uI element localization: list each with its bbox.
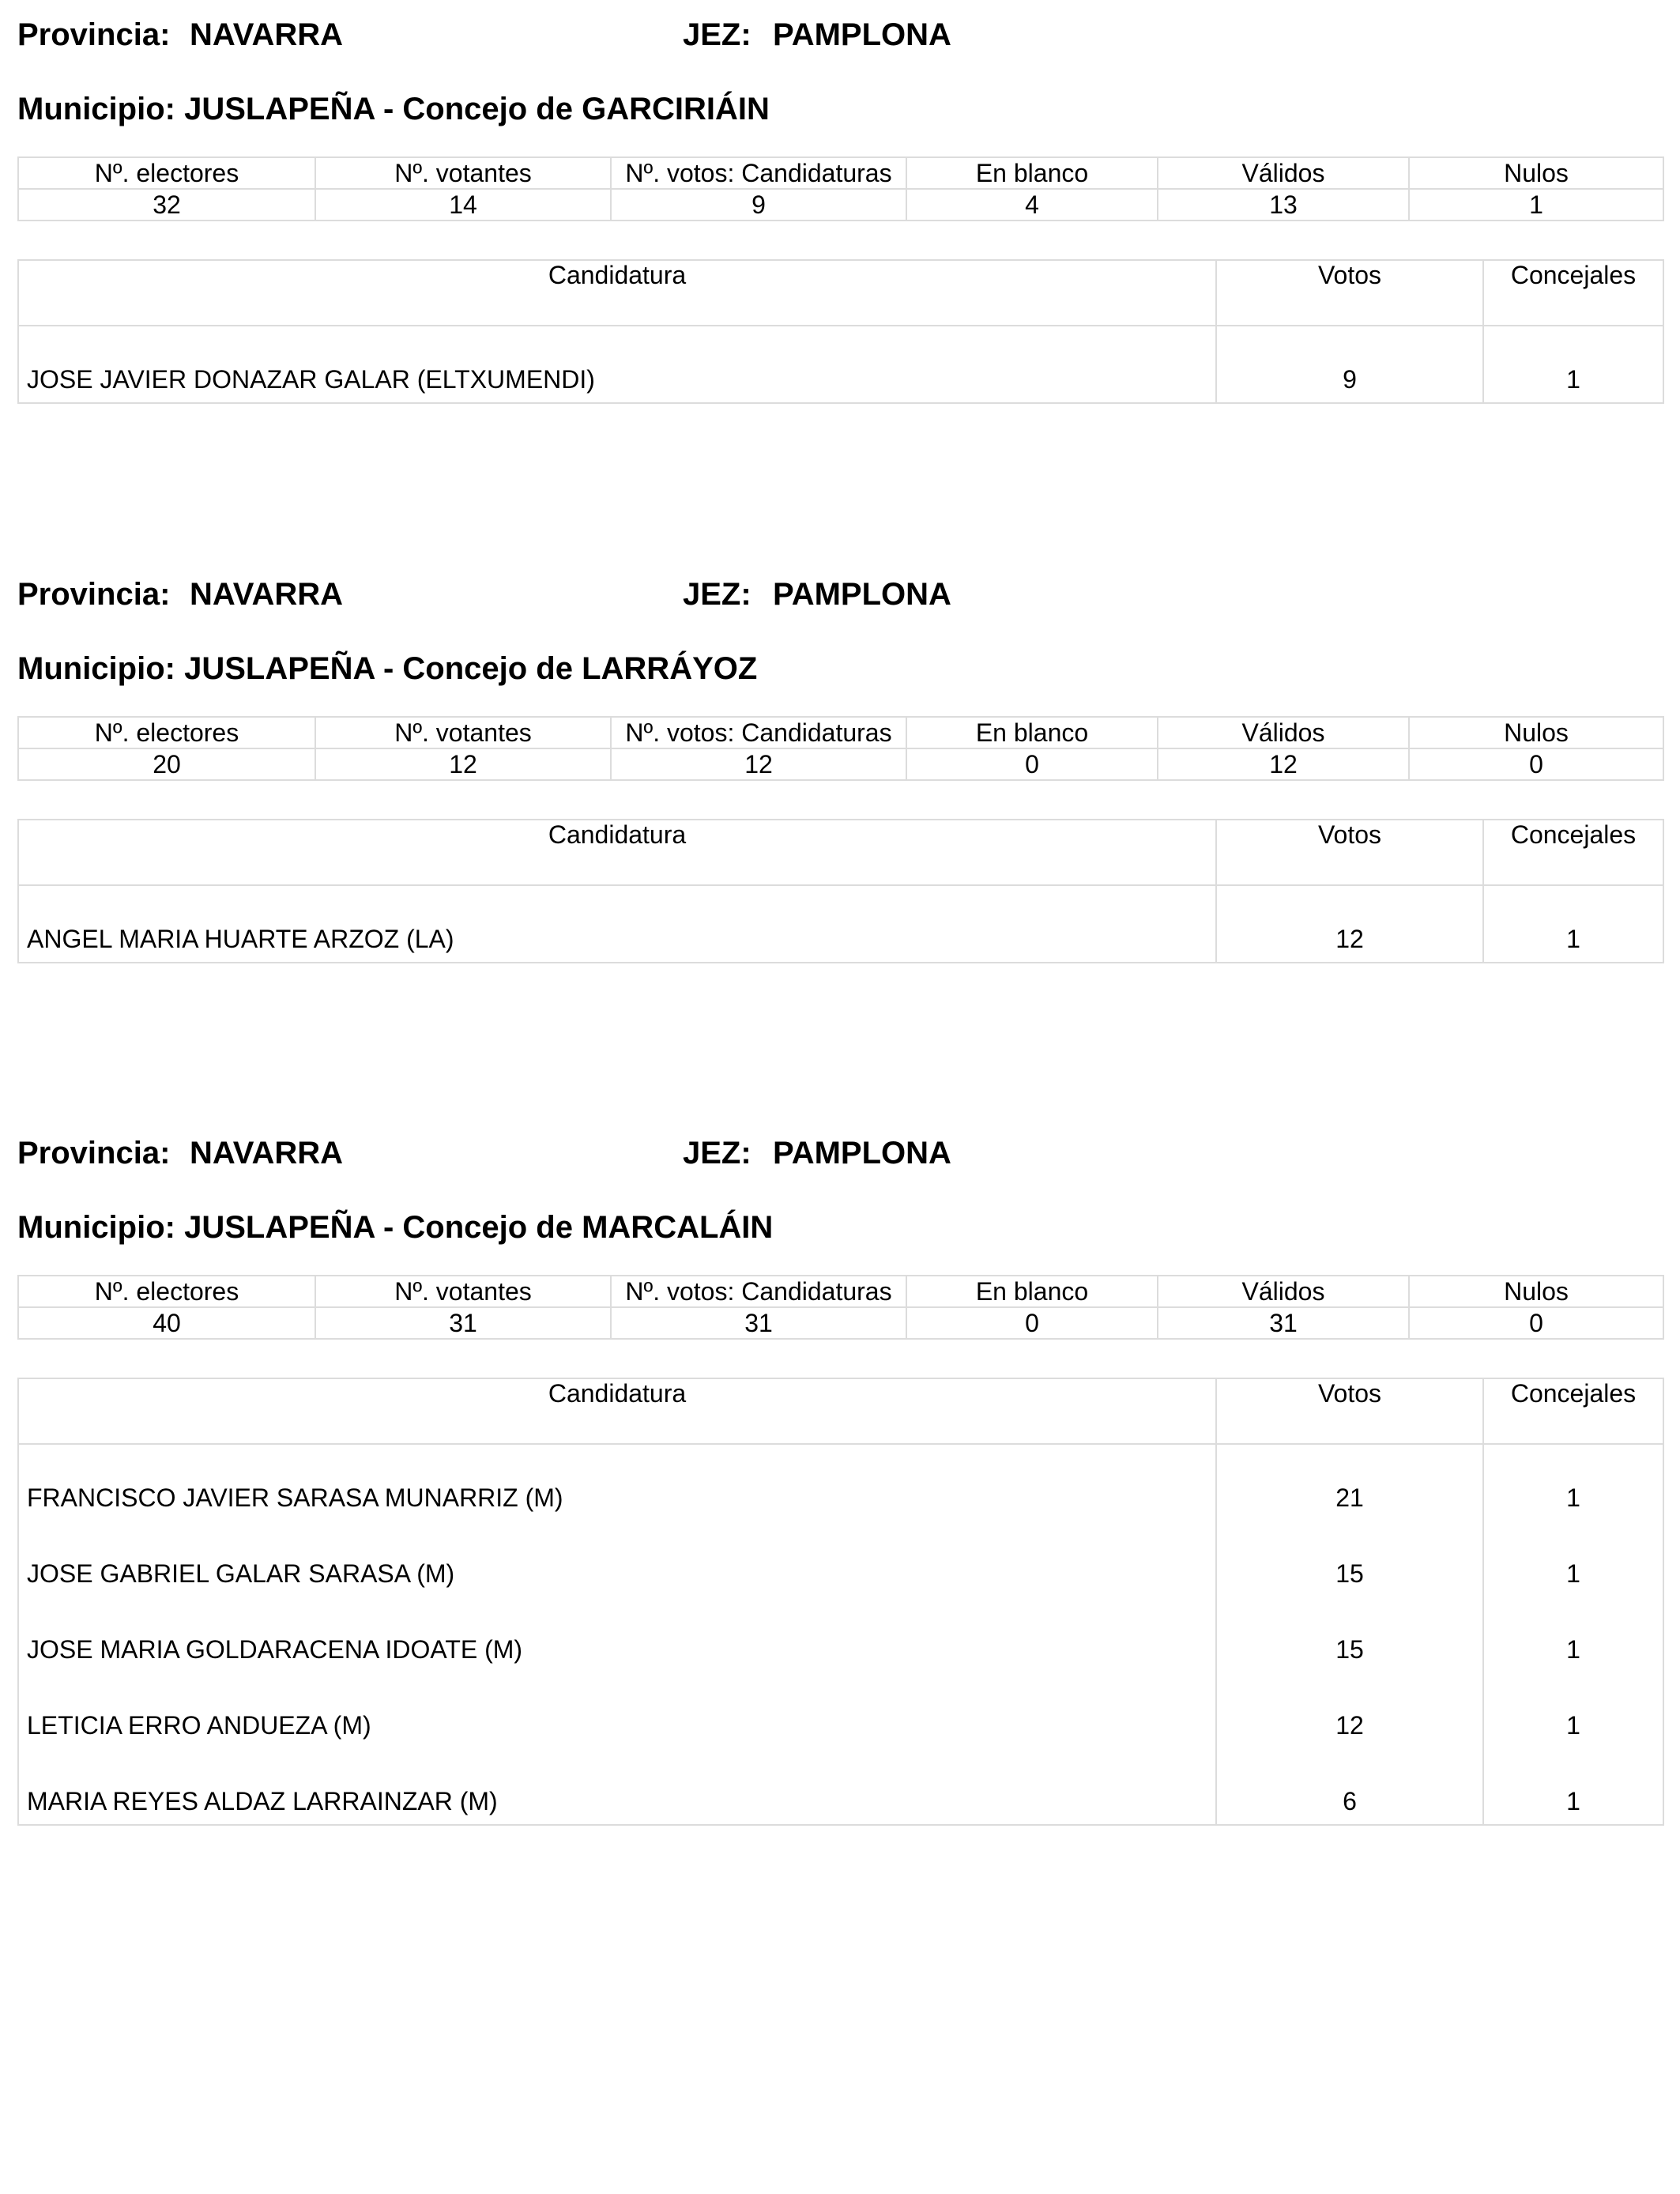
- jez-label: JEZ:: [683, 1136, 751, 1171]
- concejales-header: Concejales: [1483, 820, 1663, 885]
- stats-header-votantes: Nº. votantes: [315, 717, 611, 748]
- stats-header-validos: Válidos: [1158, 1276, 1409, 1307]
- provincia-value: NAVARRA: [190, 577, 344, 612]
- candidates-header-row: [18, 1378, 1663, 1444]
- municipio-title: Municipio: JUSLAPEÑA - Concejo de GARCIRIÁIN: [17, 92, 770, 126]
- stats-value-votos-candidaturas: 9: [611, 189, 906, 221]
- section-header: [17, 17, 1663, 65]
- candidate-row: [18, 1748, 1663, 1825]
- stats-header-validos: Válidos: [1158, 717, 1409, 748]
- candidate-votos: 12: [1216, 885, 1483, 963]
- stats-header-votos-candidaturas: Nº. votos: Candidaturas: [611, 717, 906, 748]
- candidate-row: [18, 326, 1663, 403]
- candidatura-header: Candidatura: [18, 1378, 1216, 1444]
- stats-value-en-blanco: 0: [906, 1307, 1158, 1339]
- stats-header-en-blanco: En blanco: [906, 717, 1158, 748]
- stats-header-votos-candidaturas: Nº. votos: Candidaturas: [611, 1276, 906, 1307]
- stats-value-en-blanco: 4: [906, 189, 1158, 221]
- candidatura-header: Candidatura: [18, 260, 1216, 326]
- stats-header-validos: Válidos: [1158, 157, 1409, 189]
- candidate-name: LETICIA ERRO ANDUEZA (M): [18, 1672, 1216, 1748]
- provincia-label: Provincia:: [17, 1136, 171, 1171]
- candidate-name: JOSE JAVIER DONAZAR GALAR (ELTXUMENDI): [18, 326, 1216, 403]
- stats-table: [17, 1275, 1664, 1340]
- candidates-header-row: [18, 820, 1663, 885]
- stats-header-votantes: Nº. votantes: [315, 1276, 611, 1307]
- stats-header-nulos: Nulos: [1409, 157, 1663, 189]
- stats-value-votantes: 14: [315, 189, 611, 221]
- candidate-row: [18, 1521, 1663, 1596]
- municipio-title: Municipio: JUSLAPEÑA - Concejo de LARRÁYOZ: [17, 651, 758, 686]
- candidate-votos: 15: [1216, 1521, 1483, 1596]
- candidate-votos: 12: [1216, 1672, 1483, 1748]
- concejales-header: Concejales: [1483, 260, 1663, 326]
- candidate-name: JOSE MARIA GOLDARACENA IDOATE (M): [18, 1596, 1216, 1672]
- stats-value-votantes: 31: [315, 1307, 611, 1339]
- stats-value-nulos: 1: [1409, 189, 1663, 221]
- candidate-name: FRANCISCO JAVIER SARASA MUNARRIZ (M): [18, 1444, 1216, 1521]
- stats-value-nulos: 0: [1409, 1307, 1663, 1339]
- stats-table: [17, 716, 1664, 781]
- candidate-votos: 21: [1216, 1444, 1483, 1521]
- votos-header: Votos: [1216, 1378, 1483, 1444]
- section-header: [17, 1136, 1663, 1183]
- section-garciriain: [17, 17, 1663, 404]
- candidate-name: MARIA REYES ALDAZ LARRAINZAR (M): [18, 1748, 1216, 1825]
- stats-header-row: [18, 1276, 1663, 1307]
- stats-header-row: [18, 157, 1663, 189]
- candidate-concejales: 1: [1483, 326, 1663, 403]
- candidates-header-row: [18, 260, 1663, 326]
- candidates-table: [17, 819, 1664, 963]
- stats-header-en-blanco: En blanco: [906, 157, 1158, 189]
- stats-table: [17, 156, 1664, 221]
- stats-header-nulos: Nulos: [1409, 1276, 1663, 1307]
- stats-value-validos: 13: [1158, 189, 1409, 221]
- stats-value-validos: 12: [1158, 748, 1409, 780]
- stats-header-votos-candidaturas: Nº. votos: Candidaturas: [611, 157, 906, 189]
- stats-header-nulos: Nulos: [1409, 717, 1663, 748]
- section-header: [17, 577, 1663, 624]
- candidatura-header: Candidatura: [18, 820, 1216, 885]
- concejales-header: Concejales: [1483, 1378, 1663, 1444]
- stats-value-electores: 32: [18, 189, 315, 221]
- stats-value-row: [18, 748, 1663, 780]
- candidates-table: [17, 259, 1664, 404]
- provincia-value: NAVARRA: [190, 17, 344, 52]
- votos-header: Votos: [1216, 260, 1483, 326]
- candidate-concejales: 1: [1483, 1521, 1663, 1596]
- stats-value-votos-candidaturas: 31: [611, 1307, 906, 1339]
- votos-header: Votos: [1216, 820, 1483, 885]
- candidate-row: [18, 1596, 1663, 1672]
- municipio-title: Municipio: JUSLAPEÑA - Concejo de MARCALÁIN: [17, 1210, 774, 1245]
- candidate-concejales: 1: [1483, 1596, 1663, 1672]
- jez-value: PAMPLONA: [773, 1136, 951, 1171]
- stats-header-electores: Nº. electores: [18, 157, 315, 189]
- stats-value-votantes: 12: [315, 748, 611, 780]
- provincia-value: NAVARRA: [190, 1136, 344, 1171]
- stats-value-row: [18, 1307, 1663, 1339]
- provincia-label: Provincia:: [17, 17, 171, 52]
- candidate-concejales: 1: [1483, 1672, 1663, 1748]
- stats-header-electores: Nº. electores: [18, 1276, 315, 1307]
- candidate-name: JOSE GABRIEL GALAR SARASA (M): [18, 1521, 1216, 1596]
- candidate-name: ANGEL MARIA HUARTE ARZOZ (LA): [18, 885, 1216, 963]
- candidate-concejales: 1: [1483, 885, 1663, 963]
- stats-header-votantes: Nº. votantes: [315, 157, 611, 189]
- jez-value: PAMPLONA: [773, 577, 951, 612]
- candidate-row: [18, 885, 1663, 963]
- jez-label: JEZ:: [683, 17, 751, 52]
- candidate-concejales: 1: [1483, 1748, 1663, 1825]
- stats-value-row: [18, 189, 1663, 221]
- candidate-votos: 6: [1216, 1748, 1483, 1825]
- candidates-table: [17, 1378, 1664, 1826]
- candidate-votos: 15: [1216, 1596, 1483, 1672]
- section-larrayoz: [17, 577, 1663, 963]
- stats-value-validos: 31: [1158, 1307, 1409, 1339]
- stats-header-row: [18, 717, 1663, 748]
- stats-header-electores: Nº. electores: [18, 717, 315, 748]
- stats-value-votos-candidaturas: 12: [611, 748, 906, 780]
- stats-value-electores: 40: [18, 1307, 315, 1339]
- candidate-votos: 9: [1216, 326, 1483, 403]
- stats-value-en-blanco: 0: [906, 748, 1158, 780]
- stats-header-en-blanco: En blanco: [906, 1276, 1158, 1307]
- section-marcalain: [17, 1136, 1663, 1826]
- candidate-concejales: 1: [1483, 1444, 1663, 1521]
- jez-label: JEZ:: [683, 577, 751, 612]
- candidate-row: [18, 1672, 1663, 1748]
- candidate-row: [18, 1444, 1663, 1521]
- stats-value-nulos: 0: [1409, 748, 1663, 780]
- stats-value-electores: 20: [18, 748, 315, 780]
- provincia-label: Provincia:: [17, 577, 171, 612]
- jez-value: PAMPLONA: [773, 17, 951, 52]
